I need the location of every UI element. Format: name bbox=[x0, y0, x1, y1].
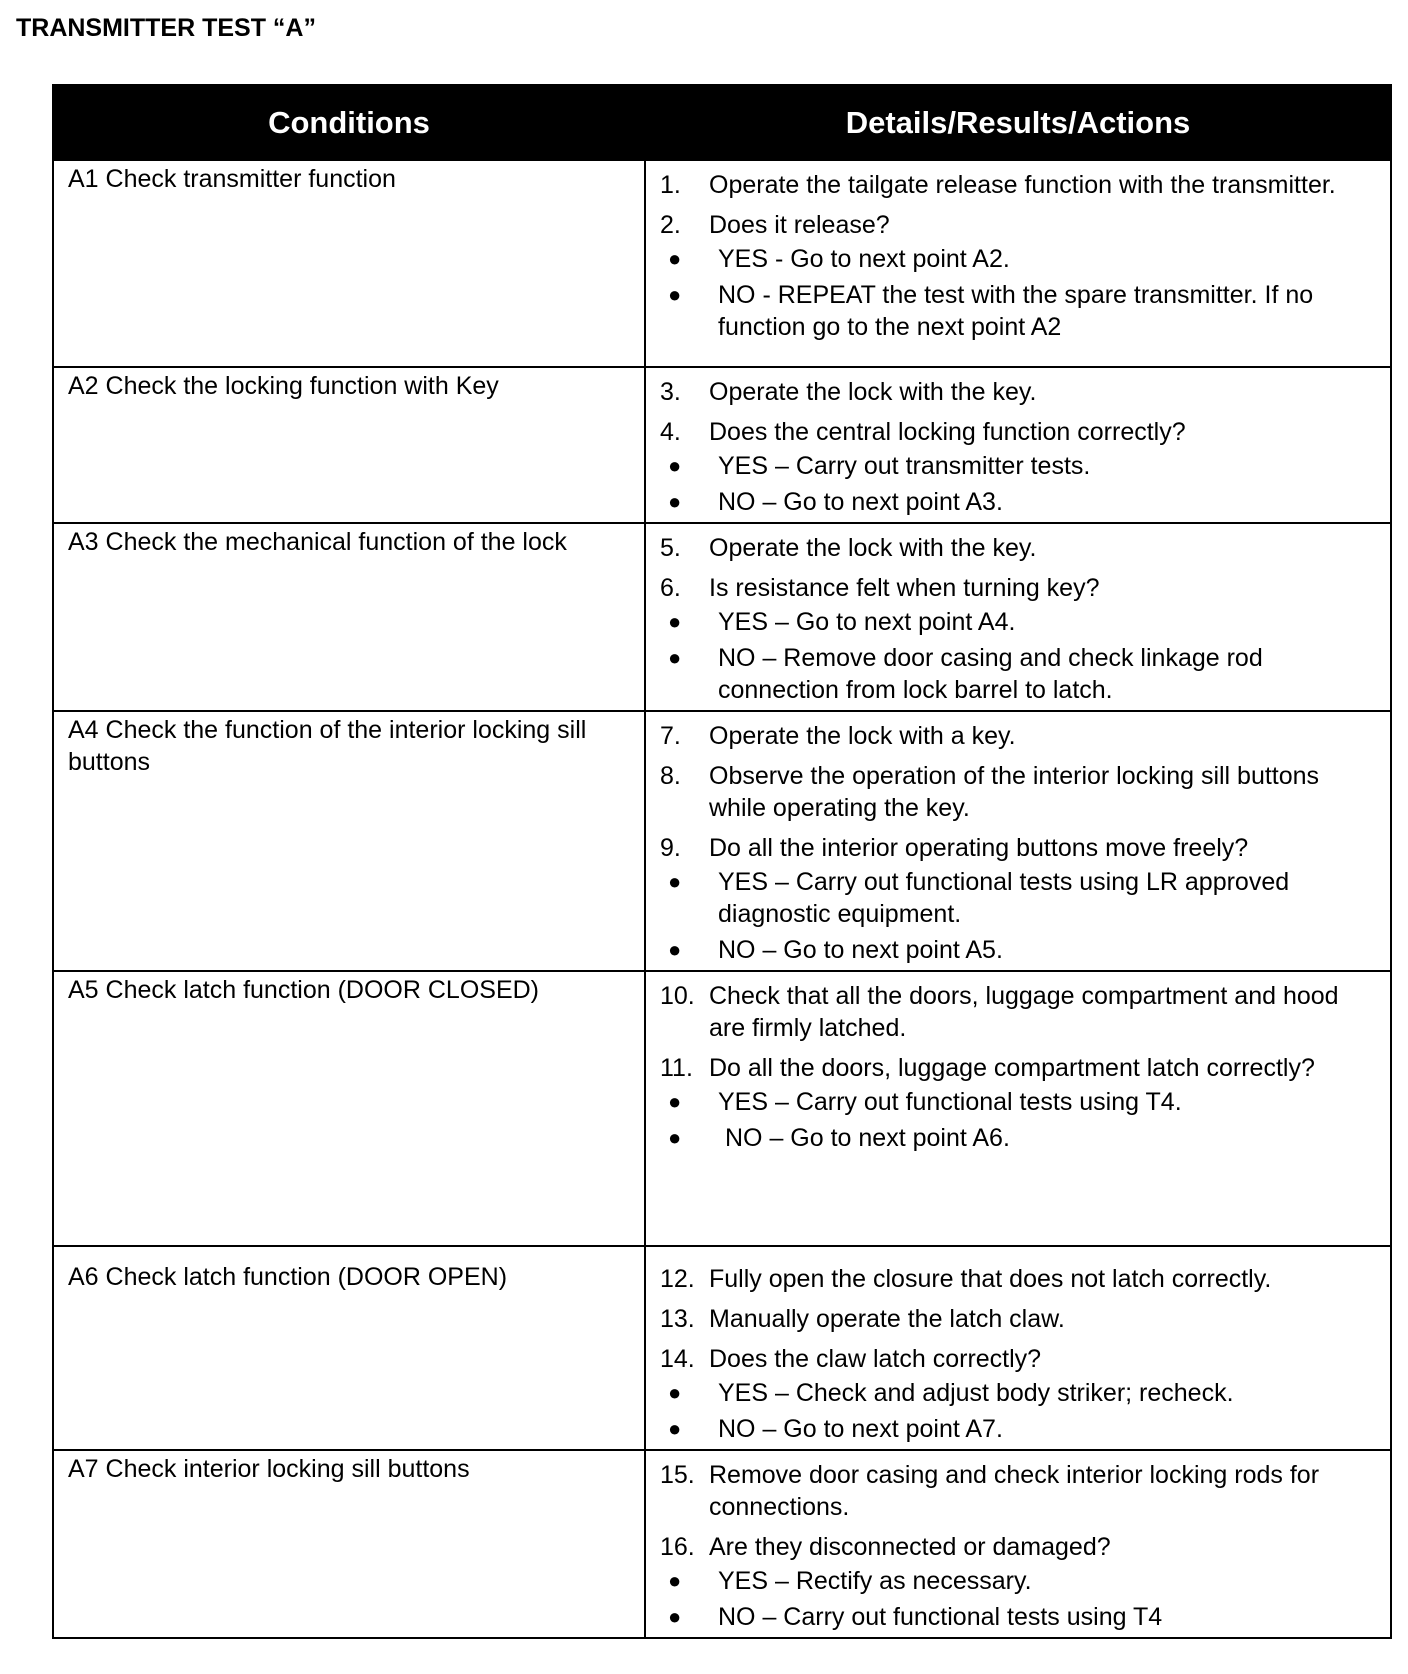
step-item bbox=[660, 416, 1370, 448]
step-item bbox=[660, 980, 1370, 1044]
bullet-text: NO – Go to next point A6. bbox=[725, 1124, 1010, 1152]
step-item bbox=[660, 832, 1370, 864]
bullet-text: NO – Remove door casing and check linkage rod connection from lock barrel to latch. bbox=[718, 644, 1263, 704]
step-number: 4. bbox=[660, 418, 681, 446]
header-row bbox=[53, 85, 1391, 160]
bullet-icon: ● bbox=[668, 1089, 682, 1114]
bullet-item bbox=[660, 486, 1370, 518]
step-text: Observe the operation of the interior locking sill buttons while operating the key. bbox=[709, 762, 1320, 822]
bullet-item bbox=[660, 243, 1370, 275]
bullet-text: YES – Rectify as necessary. bbox=[718, 1567, 1032, 1595]
bullet-text: YES – Carry out functional tests using T4. bbox=[718, 1088, 1182, 1116]
step-number: 3. bbox=[660, 378, 681, 406]
step-item bbox=[660, 1052, 1370, 1084]
bullet-item bbox=[660, 450, 1370, 482]
bullet-icon: ● bbox=[668, 1380, 682, 1405]
step-item bbox=[660, 376, 1370, 408]
step-number: 9. bbox=[660, 834, 681, 862]
condition-cell: A5 Check latch function (DOOR CLOSED) bbox=[53, 971, 645, 1246]
table-row bbox=[53, 1246, 1391, 1450]
details-cell bbox=[645, 160, 1391, 367]
details-cell bbox=[645, 1246, 1391, 1450]
conditions-header: Conditions bbox=[53, 85, 645, 160]
step-text: Does it release? bbox=[709, 211, 890, 239]
step-number: 16. bbox=[660, 1533, 695, 1561]
step-number: 1. bbox=[660, 171, 681, 199]
step-text: Operate the tailgate release function with the transmitter. bbox=[709, 171, 1336, 199]
step-text: Fully open the closure that does not latch correctly. bbox=[709, 1265, 1272, 1293]
step-item bbox=[660, 720, 1370, 752]
step-number: 10. bbox=[660, 982, 695, 1010]
document-title: TRANSMITTER TEST “A” bbox=[16, 14, 316, 42]
bullet-icon: ● bbox=[668, 937, 682, 962]
step-item bbox=[660, 1343, 1370, 1375]
bullet-text: NO - REPEAT the test with the spare transmitter. If no function go to the next point A2 bbox=[718, 281, 1314, 341]
step-text: Operate the lock with a key. bbox=[709, 722, 1016, 750]
bullet-item bbox=[660, 1086, 1370, 1118]
step-item bbox=[660, 532, 1370, 564]
condition-cell: A3 Check the mechanical function of the lock bbox=[53, 523, 645, 711]
bullet-icon: ● bbox=[668, 645, 682, 670]
condition-cell: A6 Check latch function (DOOR OPEN) bbox=[53, 1246, 645, 1450]
bullet-icon: ● bbox=[668, 1416, 682, 1441]
bullet-icon: ● bbox=[668, 609, 682, 634]
condition-cell: A2 Check the locking function with Key bbox=[53, 367, 645, 523]
step-item bbox=[660, 1531, 1370, 1563]
bullet-item bbox=[660, 1122, 1370, 1154]
table-row bbox=[53, 523, 1391, 711]
step-item bbox=[660, 572, 1370, 604]
details-cell bbox=[645, 711, 1391, 971]
bullet-icon: ● bbox=[668, 282, 682, 307]
details-cell bbox=[645, 971, 1391, 1246]
condition-cell: A1 Check transmitter function bbox=[53, 160, 645, 367]
bullet-item bbox=[660, 1413, 1370, 1445]
bullet-text: NO – Go to next point A5. bbox=[718, 936, 1003, 964]
table-row bbox=[53, 160, 1391, 367]
bullet-item bbox=[660, 1565, 1370, 1597]
bullet-text: NO – Go to next point A7. bbox=[718, 1415, 1003, 1443]
details-header: Details/Results/Actions bbox=[645, 85, 1391, 160]
step-text: Does the central locking function correctly? bbox=[709, 418, 1186, 446]
bullet-icon: ● bbox=[668, 246, 682, 271]
condition-cell: A4 Check the function of the interior locking sill buttons bbox=[53, 711, 645, 971]
step-number: 5. bbox=[660, 534, 681, 562]
table-row bbox=[53, 1450, 1391, 1638]
bullet-item bbox=[660, 642, 1370, 706]
bullet-item bbox=[660, 1601, 1370, 1633]
bullet-item bbox=[660, 1377, 1370, 1409]
bullet-text: YES – Carry out functional tests using LR approved diagnostic equipment. bbox=[718, 868, 1290, 928]
step-text: Are they disconnected or damaged? bbox=[709, 1533, 1111, 1561]
step-item bbox=[660, 1263, 1370, 1295]
table-row bbox=[53, 711, 1391, 971]
step-number: 7. bbox=[660, 722, 681, 750]
bullet-text: YES – Check and adjust body striker; recheck. bbox=[718, 1379, 1234, 1407]
bullet-icon: ● bbox=[668, 869, 682, 894]
step-number: 15. bbox=[660, 1461, 695, 1489]
step-item bbox=[660, 1459, 1370, 1523]
bullet-icon: ● bbox=[668, 489, 682, 514]
step-number: 12. bbox=[660, 1265, 695, 1293]
step-number: 14. bbox=[660, 1345, 695, 1373]
step-number: 6. bbox=[660, 574, 681, 602]
bullet-icon: ● bbox=[668, 1125, 682, 1150]
bullet-item bbox=[660, 279, 1370, 343]
step-number: 2. bbox=[660, 211, 681, 239]
step-item bbox=[660, 169, 1370, 201]
step-text: Check that all the doors, luggage compartment and hood are firmly latched. bbox=[709, 982, 1339, 1042]
bullet-icon: ● bbox=[668, 453, 682, 478]
bullet-icon: ● bbox=[668, 1568, 682, 1593]
step-text: Does the claw latch correctly? bbox=[709, 1345, 1042, 1373]
details-cell bbox=[645, 367, 1391, 523]
step-item bbox=[660, 209, 1370, 241]
step-text: Operate the lock with the key. bbox=[709, 534, 1037, 562]
step-text: Do all the doors, luggage compartment latch correctly? bbox=[709, 1054, 1315, 1082]
step-number: 11. bbox=[660, 1054, 693, 1082]
bullet-item bbox=[660, 934, 1370, 966]
bullet-text: YES – Carry out transmitter tests. bbox=[718, 452, 1091, 480]
step-number: 13. bbox=[660, 1305, 695, 1333]
step-text: Is resistance felt when turning key? bbox=[709, 574, 1100, 602]
table-row bbox=[53, 367, 1391, 523]
step-text: Remove door casing and check interior locking rods for connections. bbox=[709, 1461, 1320, 1521]
bullet-icon: ● bbox=[668, 1604, 682, 1629]
bullet-text: YES – Go to next point A4. bbox=[718, 608, 1016, 636]
bullet-item bbox=[660, 866, 1370, 930]
step-item bbox=[660, 760, 1370, 824]
procedure-table bbox=[52, 84, 1392, 1639]
bullet-text: YES - Go to next point A2. bbox=[718, 245, 1010, 273]
table-row bbox=[53, 971, 1391, 1246]
bullet-item bbox=[660, 606, 1370, 638]
step-number: 8. bbox=[660, 762, 681, 790]
step-text: Operate the lock with the key. bbox=[709, 378, 1037, 406]
details-cell bbox=[645, 523, 1391, 711]
bullet-text: NO – Go to next point A3. bbox=[718, 488, 1003, 516]
condition-cell: A7 Check interior locking sill buttons bbox=[53, 1450, 645, 1638]
details-cell bbox=[645, 1450, 1391, 1638]
bullet-text: NO – Carry out functional tests using T4 bbox=[718, 1603, 1163, 1631]
step-item bbox=[660, 1303, 1370, 1335]
step-text: Manually operate the latch claw. bbox=[709, 1305, 1065, 1333]
step-text: Do all the interior operating buttons move freely? bbox=[709, 834, 1249, 862]
